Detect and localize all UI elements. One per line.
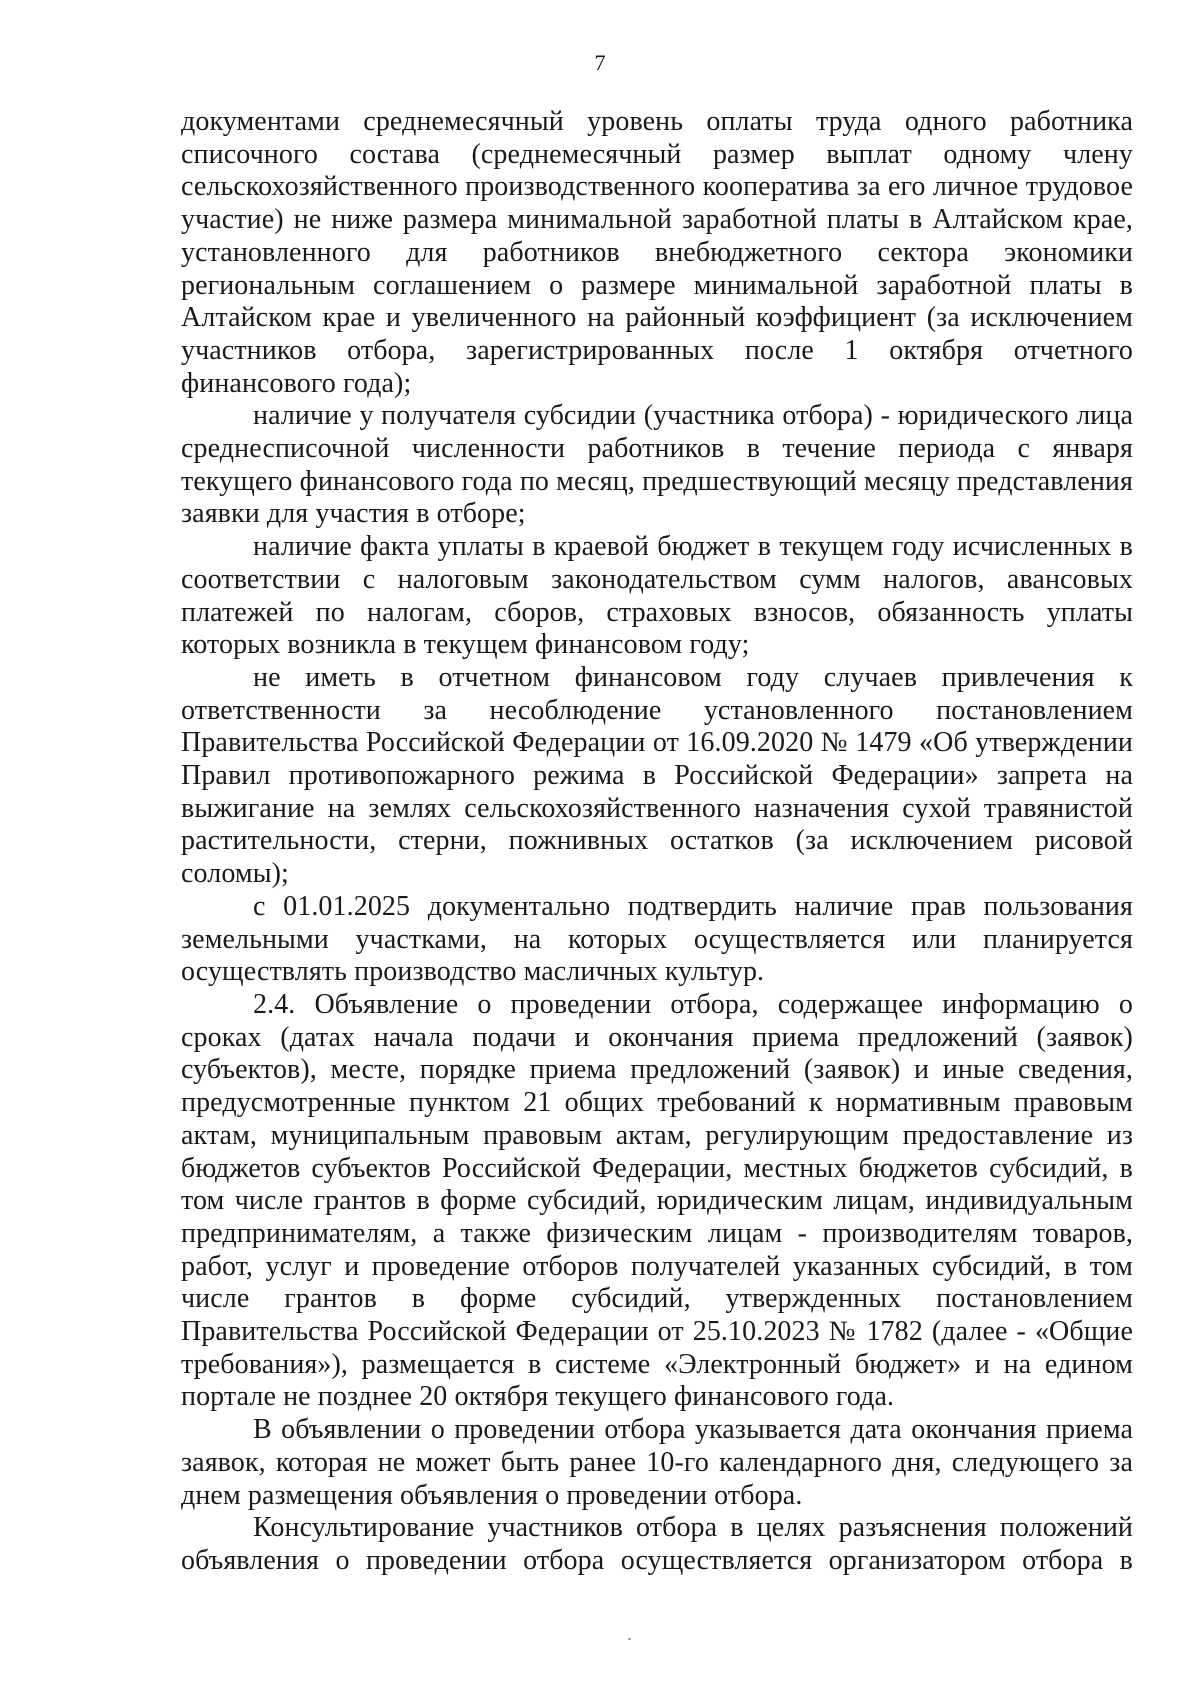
paragraph-continuation: документами среднемесячный уровень оплаты труда одного работника списочного состава (среднемесячный размер выплат одному члену сельскохозяйственного производственного кооператива за его личное трудовое участие) не ниже размера минимальной заработной платы в Алтайском крае, установленного для работников внебюджетного сектора экономики региональным соглашением о размере минимальной заработной платы в Алтайском крае и увеличенного на районный коэффициент (за исключением участников отбора, зарегистрированных после 1 октября отчетного финансового года);: [181, 106, 1133, 399]
scan-artifact: [628, 1638, 631, 1640]
page-number: 7: [594, 50, 606, 75]
paragraph-deadline: В объявлении о проведении отбора указывается дата окончания приема заявок, которая не может быть ранее 10-го календарного дня, следующего за днем размещения объявления о проведении отбора.: [181, 1414, 1133, 1511]
paragraph-tax-payment: наличие факта уплаты в краевой бюджет в текущем году исчисленных в соответствии с налоговым законодательством сумм налогов, авансовых платежей по налогам, сборов, страховых взносов, обязанность уплаты которых возникла в текущем финансовом году;: [181, 531, 1133, 661]
paragraph-2-4-announcement: 2.4. Объявление о проведении отбора, содержащее информацию о сроках (датах начала подачи и окончания приема предложений (заявок) субъектов), месте, порядке приема предложений (заявок) и иные сведения, предусмотренные пунктом 21 общих требований к нормативным правовым актам, муниципальным правовым актам, регулирующим предоставление из бюджетов субъектов Российской Федерации, местных бюджетов субсидий, в том числе грантов в форме субсидий, юридическим лицам, индивидуальным предпринимателям, а также физическим лицам - производителям товаров, работ, услуг и проведение отборов получателей указанных субсидий, в том числе грантов в форме субсидий, утвержденных постановлением Правительства Российской Федерации от 25.10.2023 № 1782 (далее - «Общие требования»), размещается в системе «Электронный бюджет» и на едином портале не позднее 20 октября текущего финансового года.: [181, 988, 1133, 1413]
paragraph-land-rights: с 01.01.2025 документально подтвердить наличие прав пользования земельными участками, на которых осуществляется или планируется осуществлять производство масличных культур.: [181, 890, 1133, 988]
paragraph-employee-count: наличие у получателя субсидии (участника отбора) - юридического лица среднесписочной численности работников в течение периода с января текущего финансового года по месяц, предшествующий месяцу представления заявки для участия в отборе;: [181, 400, 1133, 530]
paragraph-fire-regime: не иметь в отчетном финансовом году случаев привлечения к ответственности за несоблюдение установленного постановлением Правительства Российской Федерации от 16.09.2020 № 1479 «Об утверждении Правил противопожарного режима в Российской Федерации» запрета на выжигание на землях сельскохозяйственного назначения сухой травянистой растительности, стерни, пожнивных остатков (за исключением рисовой соломы);: [181, 661, 1133, 890]
paragraph-consulting: Консультирование участников отбора в целях разъяснения положений объявления о проведении отбора осуществляется организатором отбора в: [181, 1512, 1133, 1576]
document-body: [181, 106, 1133, 1578]
